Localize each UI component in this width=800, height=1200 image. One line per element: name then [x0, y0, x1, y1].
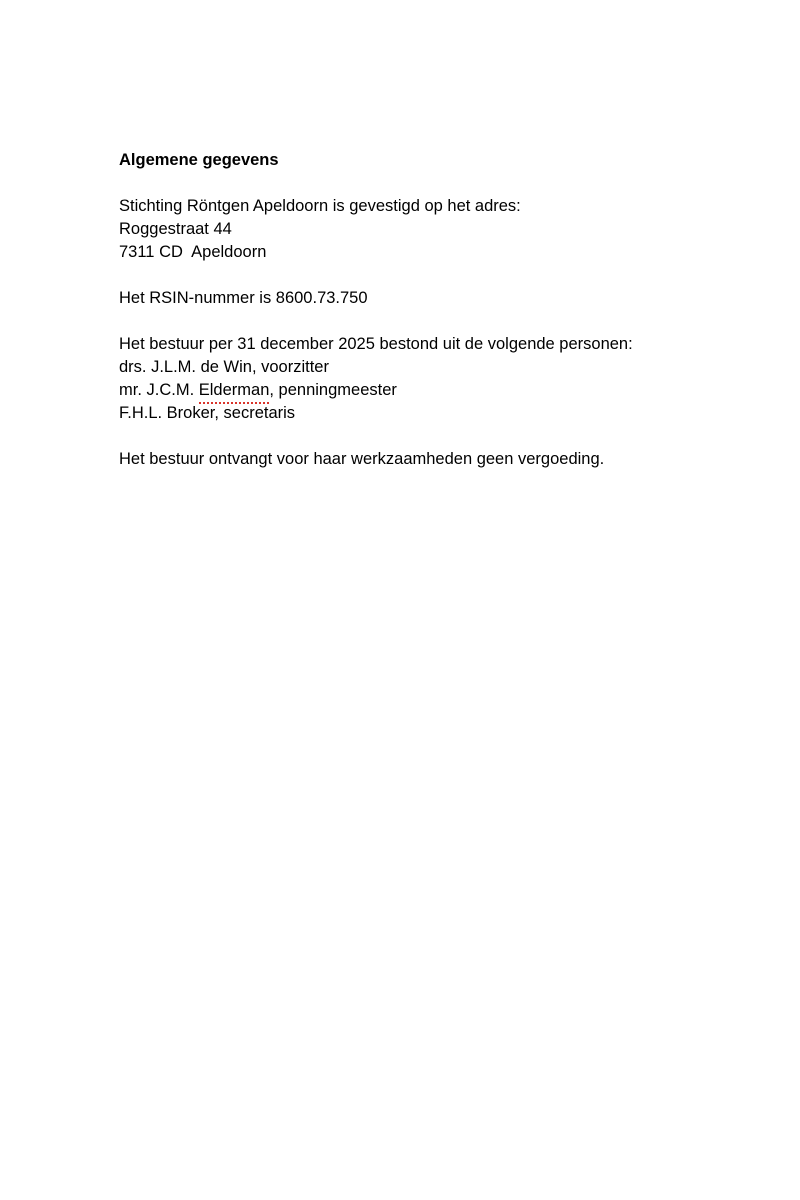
address-city: 7311 CD Apeldoorn [119, 243, 267, 261]
address-street: Roggestraat 44 [119, 220, 232, 238]
treasurer-role: , penningmeester [269, 381, 397, 399]
paragraph-spacer [119, 264, 739, 287]
board-block [119, 333, 739, 425]
treasurer-name-spellcheck: Elderman [199, 379, 270, 402]
paragraph-spacer [119, 172, 739, 195]
address-block [119, 195, 739, 264]
paragraph-spacer [119, 425, 739, 448]
board-member-chair: drs. J.L.M. de Win, voorzitter [119, 358, 329, 376]
compensation-statement: Het bestuur ontvangt voor haar werkzaamheden geen vergoeding. [119, 450, 605, 468]
address-intro: Stichting Röntgen Apeldoorn is gevestigd op het adres: [119, 197, 521, 215]
paragraph-spacer [119, 310, 739, 333]
treasurer-prefix: mr. J.C.M. [119, 381, 199, 399]
rsin-number: Het RSIN-nummer is 8600.73.750 [119, 289, 368, 307]
document-body [119, 149, 739, 471]
board-intro: Het bestuur per 31 december 2025 bestond uit de volgende personen: [119, 335, 633, 353]
section-heading: Algemene gegevens [119, 151, 279, 169]
board-member-secretary: F.H.L. Broker, secretaris [119, 404, 296, 422]
board-member-treasurer [119, 379, 739, 402]
